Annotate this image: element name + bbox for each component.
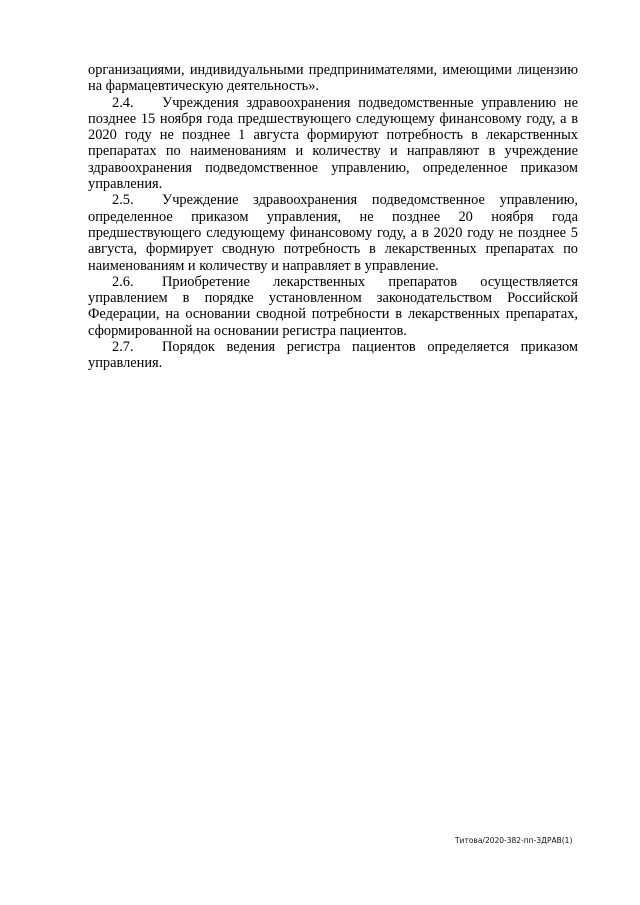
paragraph-number: 2.7.: [112, 339, 134, 356]
paragraph-number: 2.6.: [112, 273, 134, 290]
paragraph-2-5: [88, 192, 578, 273]
document-page: [88, 62, 578, 372]
paragraph-text: Учреждение здравоохранения подведомственное управлению, определенное приказом управления, не позднее 20 ноября года предшествующего следующему финансовому году, а в 2020 году не позднее 5 августа, формирует сводную потребность в лекарственных препаратах по наименованиям и количеству и направляет в управление.: [88, 192, 578, 274]
paragraph-text: Порядок ведения регистра пациентов определяется приказом управления.: [88, 339, 578, 372]
paragraph-2-6: [88, 274, 578, 339]
paragraph-2-4: [88, 95, 578, 193]
paragraph-number: 2.5.: [112, 192, 134, 209]
paragraph-2-7: [88, 339, 578, 372]
paragraph-text: Учреждения здравоохранения подведомственные управлению не позднее 15 ноября года предшествующего следующему финансовому году, а в 2020 году не позднее 1 августа формируют потребность в лекарственных препаратах по наименованиям и количеству и направляют в учреждение здравоохранения подведомственное управлению, определенное приказом управления.: [88, 94, 578, 193]
paragraph-continuation: организациями, индивидуальными предпринимателями, имеющими лицензию на фармацевтическую деятельность».: [88, 62, 578, 95]
paragraph-number: 2.4.: [112, 94, 134, 111]
paragraph-text: Приобретение лекарственных препаратов осуществляется управлением в порядке установленном законодательством Российской Федерации, на основании сводной потребности в лекарственных препаратах, сформированной на основании регистра пациентов.: [88, 273, 578, 339]
document-footer-code: Титова/2020-382-пп-ЗДРАВ(1): [455, 836, 573, 845]
